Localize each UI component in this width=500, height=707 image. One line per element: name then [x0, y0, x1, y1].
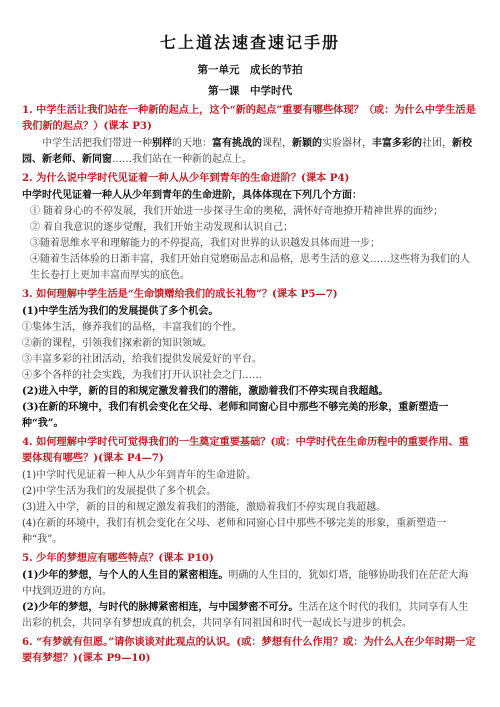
- lesson-heading: 第一课 中学时代: [208, 85, 292, 97]
- answer-4-item: (2)中学生活为我们的发展提供了多个机会。: [22, 486, 217, 497]
- answer-5-point-2: (2)少年的梦想，与时代的脉搏紧密相连，与中国梦密不可分。生活在这个时代的我们，共同享有人生出彩的机会，共同享有梦想成真的机会，共同享有同祖国和时代一起成长与进步的机会。: [22, 602, 469, 629]
- question-3: 3. 如何理解中学生活是“生命馈赠给我们的成长礼物”？(课本 P5—7): [22, 288, 338, 300]
- answer-4-item: (4)在新的环境中，我们有机会变化在父母、老师和同窗心目中那些不够完美的形象，重新塑造一种“我”。: [22, 518, 447, 545]
- question-6: 6. “有梦就有但愿。”请你谈谈对此观点的认识。(或：梦想有什么作用？或：为什么人在少年时期一定要有梦想？)(课本 P9—10): [22, 636, 476, 664]
- document-title: 七上道法速查速记手册: [159, 33, 340, 52]
- question-1: 1. 中学生活让我们站在一种新的起点上，这个“新的起点”重要有哪些体现？（或：为什么中学生活是我们新的起点？）(课本 P3): [22, 104, 476, 132]
- answer-3-point-2: (2)进入中学，新的目的和规定激发着我们的潜能，激励着我们不停实现自我超越。: [22, 386, 389, 397]
- answer-4-item: (1)中学时代见证着一种人从少年到青年的生命进阶。: [22, 470, 257, 481]
- answer-3-point-3: (3)在新的环境中，我们有机会变化在父母、老师和同窗心目中那些不够完美的形象，重新塑造一种“我”。: [22, 402, 449, 429]
- answer-2-item: ④随着生活体验的日渐丰富，我们开始自觉磨砺品志和品格，思考生活的意义……这些将为我们的人生长卷打上更加丰富而厚实的底色。: [30, 254, 470, 281]
- answer-3-item: ④多个各样的社会实践，为我们打开认识社会之门……: [22, 370, 262, 381]
- answer-5-point-1: (1)少年的梦想，与个人的人生目的紧密相连。明确的人生目的，犹如灯塔，能够协助我们在茫茫大海中找到迈进的方向。: [22, 570, 469, 597]
- answer-2-item: ① 随着身心的不停发展，我们开始进一步探寻生命的奥秘，满怀好奇地撩开精神世界的面纱；: [30, 206, 444, 217]
- answer-2-item: ③随着思维水平和理解能力的不停提高，我们对世界的认识越发具体而进一步；: [30, 238, 380, 249]
- answer-4-item: (3)进入中学，新的目的和规定激发着我们的潜能，激励着我们不停实现自我超越。: [22, 502, 387, 513]
- answer-2-item: ② 着自我意识的逐步觉醒，我们开始主动发现和认识自己；: [30, 222, 294, 233]
- answer-2-intro: 中学时代见证着一种人从少年到青年的生命进阶，具体体现在下列几个方面：: [22, 190, 362, 201]
- answer-3-item: ②新的课程，引领我们探索新的知识领域。: [22, 338, 212, 349]
- answer-1: 中学生活把我们带进一种别样的天地：富有挑战的课程，新颖的实验器材，丰富多彩的社团，新校园、新老师、新同窗……我们站在一种新的起点上。: [22, 138, 472, 165]
- question-2: 2. 为什么说中学时代见证着一种人从少年到青年的生命进阶？(课本 P4): [22, 172, 350, 184]
- question-5: 5. 少年的梦想应有哪些特点？(课本 P10): [22, 552, 214, 564]
- answer-3-point-1: (1)中学生活为我们的发展提供了多个机会。: [22, 306, 219, 317]
- answer-3-item: ③丰富多彩的社团活动，给我们提供发展爱好的平台。: [22, 354, 262, 365]
- answer-3-item: ①集体生活，修养我们的品格，丰富我们的个性。: [22, 322, 242, 333]
- unit-heading: 第一单元 成长的节拍: [197, 64, 303, 76]
- question-4: 4. 如何理解中学时代可觉得我们的一生奠定重要基础？(或：中学时代在生命历程中的重要作用、重要体现有哪些？)(课本 P4—7): [22, 436, 469, 464]
